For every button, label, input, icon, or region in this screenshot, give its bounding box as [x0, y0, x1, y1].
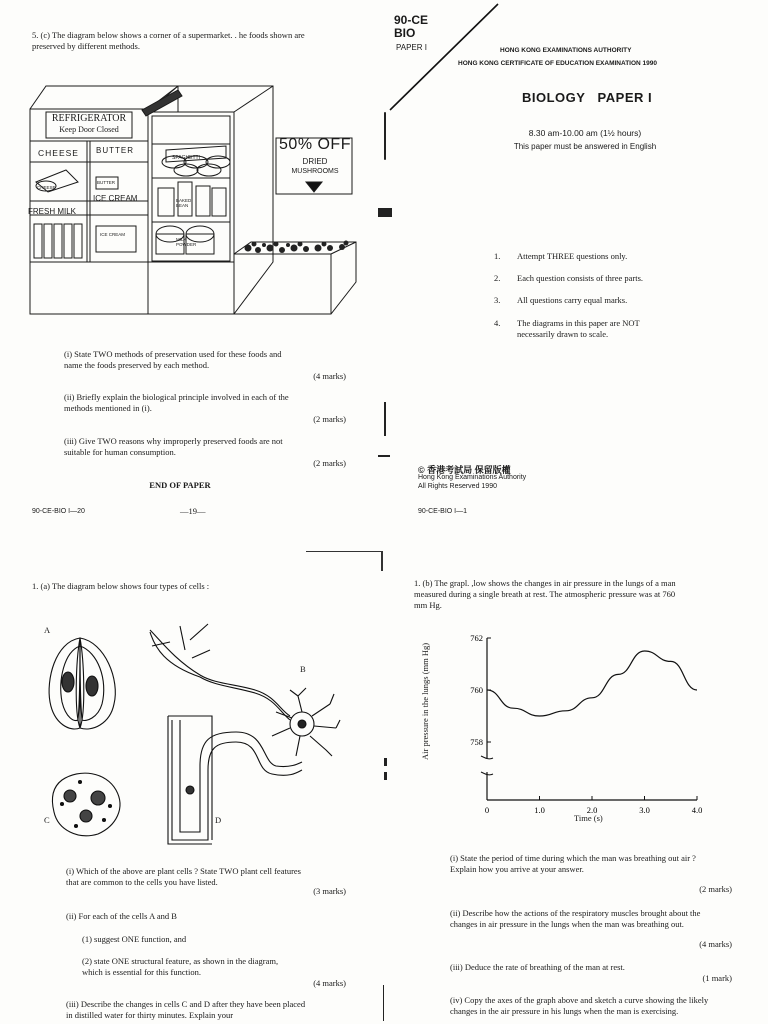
- instruction-4-number: 4.: [494, 318, 501, 328]
- x-tick-label: 4.0: [691, 805, 703, 815]
- copyright-line2: All Rights Reserved 1990: [418, 483, 497, 490]
- instruction-1-number: 1.: [494, 251, 501, 261]
- exam-time: 8.30 am-10.00 am (1½ hours): [528, 128, 642, 138]
- q1b-sub-ii-marks: (4 marks): [699, 939, 732, 949]
- spaghetti-label: SPAGHETTI: [172, 155, 200, 161]
- baked-bean-label: BAKED BEAN: [176, 198, 192, 208]
- gutter-mark-1: [384, 758, 387, 766]
- cell-label-a: A: [44, 625, 51, 635]
- x-tick-label: 0: [484, 805, 490, 815]
- q1b-sub-ii: (ii) Describe how the actions of the respiratory muscles brought about the changes in air pressure in the lungs when the man was breathing out.: [450, 908, 701, 929]
- exam-title: HONG KONG CERTIFICATE OF EDUCATION EXAMINATION 1990: [458, 60, 657, 67]
- q1a-sub-ii-1: (1) suggest ONE function, and: [82, 934, 187, 944]
- small-butter-label: BUTTER: [97, 180, 115, 185]
- binding-mark-mid: [384, 402, 386, 436]
- cover-code-line2: BIO: [394, 26, 416, 40]
- instruction-1: Attempt THREE questions only.: [517, 251, 628, 261]
- q5c-sub-i-marks: (4 marks): [313, 371, 346, 381]
- y-tick-label: 758: [470, 737, 483, 747]
- q5c-sub-iii: (iii) Give TWO reasons why improperly preserved foods are not suitable for human consumption.: [64, 436, 283, 457]
- instruction-4: The diagrams in this paper are NOT necessarily drawn to scale.: [517, 318, 640, 339]
- q5c-sub-iii-marks: (2 marks): [313, 458, 346, 468]
- cell-label-b: B: [300, 664, 306, 674]
- gutter-mark-2: [384, 772, 387, 780]
- fridge-sign-title: REFRIGERATOR: [51, 113, 127, 124]
- page-edge-line: [306, 551, 382, 552]
- q1b-sub-iv: (iv) Copy the axes of the graph above and sketch a curve showing the likely changes in the air pressure in his lungs when the man is exercising.: [450, 995, 709, 1016]
- x-tick-label: 3.0: [639, 805, 650, 815]
- question-5c: 5. (c) The diagram below shows a corner of a supermarket. . he foods shown are preserved by different methods.: [32, 30, 305, 51]
- cells-diagram: [40, 620, 340, 850]
- q5c-sub-ii: (ii) Briefly explain the biological principle involved in each of the methods mentioned in (i).: [64, 392, 289, 413]
- butter-label: BUTTER: [96, 146, 134, 155]
- gutter-line: [383, 985, 384, 1021]
- fridge-sign-subtitle: Keep Door Closed: [59, 125, 119, 134]
- q5c-sub-ii-marks: (2 marks): [313, 414, 346, 424]
- q5c-sub-i: (i) State TWO methods of preservation used for these foods and name the foods preserved by each method.: [64, 349, 282, 370]
- pressure-chart: [440, 630, 720, 830]
- instruction-3: All questions carry equal marks.: [517, 295, 628, 305]
- copyright-chinese: © 香港考試局 保留版權: [418, 465, 511, 475]
- cover-code-line1: 90-CE: [394, 13, 429, 27]
- binding-mark-top: [384, 112, 386, 160]
- fresh-milk-label: FRESH MILK: [28, 207, 77, 216]
- question-1a: 1. (a) The diagram below shows four types of cells :: [32, 581, 210, 591]
- small-ice-cream-label: ICE CREAM: [100, 232, 126, 237]
- x-tick-label: 1.0: [534, 805, 545, 815]
- sale-sign-discount: 50% OFF: [279, 136, 351, 153]
- x-axis-title: Time (s): [574, 813, 603, 823]
- pressure-curve: [487, 651, 697, 716]
- ice-cream-label: ICE CREAM: [93, 194, 138, 203]
- cell-label-d: D: [215, 815, 222, 825]
- instruction-2: Each question consists of three parts.: [517, 273, 644, 283]
- y-tick-label: 762: [470, 633, 483, 643]
- question-1b: 1. (b) The grapl. ,low shows the changes in air pressure in the lungs of a man measured during a single breath at rest. The atmospheric pressure was at 760 mm Hg.: [414, 578, 676, 610]
- cover-paper: PAPER I: [396, 43, 427, 52]
- copyright-line1: Hong Kong Examinations Authority: [418, 474, 527, 481]
- sale-sign-line2: DRIED: [302, 157, 328, 166]
- cell-label-c: C: [44, 815, 50, 825]
- q1b-sub-iii: (iii) Deduce the rate of breathing of the man at rest.: [450, 962, 625, 972]
- cover-footer-code: 90-CE-BIO I—1: [418, 508, 468, 515]
- q1b-sub-iii-marks: (1 mark): [702, 973, 732, 983]
- q1a-sub-i-marks: (3 marks): [313, 886, 346, 896]
- small-cheese-label: CHEESE: [37, 185, 56, 190]
- cheese-label: CHEESE: [38, 148, 79, 158]
- q1a-sub-ii-2: (2) state ONE structural feature, as shown in the diagram, which is essential for this function.: [82, 956, 279, 977]
- q1a-sub-ii: (ii) For each of the cells A and B: [66, 911, 177, 921]
- q1b-sub-i: (i) State the period of time during which the man was breathing out air ? Explain how you arrive at your answer.: [450, 853, 696, 874]
- punch-hole-mark: [378, 208, 392, 217]
- milk-powder-label: MILK POWDER: [176, 237, 197, 247]
- q1a-sub-ii-marks: (4 marks): [313, 978, 346, 988]
- end-of-paper: END OF PAPER: [149, 480, 211, 490]
- page19-code: 90-CE-BIO I—20: [32, 508, 85, 515]
- paper-title: BIOLOGY PAPER I: [522, 90, 653, 105]
- sale-sign-line3: MUSHROOMS: [291, 168, 339, 175]
- authority: HONG KONG EXAMINATIONS AUTHORITY: [500, 47, 632, 54]
- q1b-sub-i-marks: (2 marks): [699, 884, 732, 894]
- page-edge-corner: [381, 551, 383, 571]
- x-tick-label: 2.0: [586, 805, 598, 815]
- page19-number: —19—: [180, 506, 206, 516]
- language-note: This paper must be answered in English: [513, 142, 657, 151]
- binding-dash: [378, 455, 390, 457]
- y-tick-label: 760: [470, 685, 483, 695]
- q1a-sub-i: (i) Which of the above are plant cells ? State TWO plant cell features that are common to the cells you have listed.: [66, 866, 301, 887]
- instruction-2-number: 2.: [494, 273, 501, 283]
- y-axis-title: Air pressure in the lungs (mm Hg): [420, 642, 430, 760]
- instruction-3-number: 3.: [494, 295, 501, 305]
- q1a-sub-iii: (iii) Describe the changes in cells C and D after they have been placed in distilled water for thirty minutes. Explain your: [66, 999, 306, 1020]
